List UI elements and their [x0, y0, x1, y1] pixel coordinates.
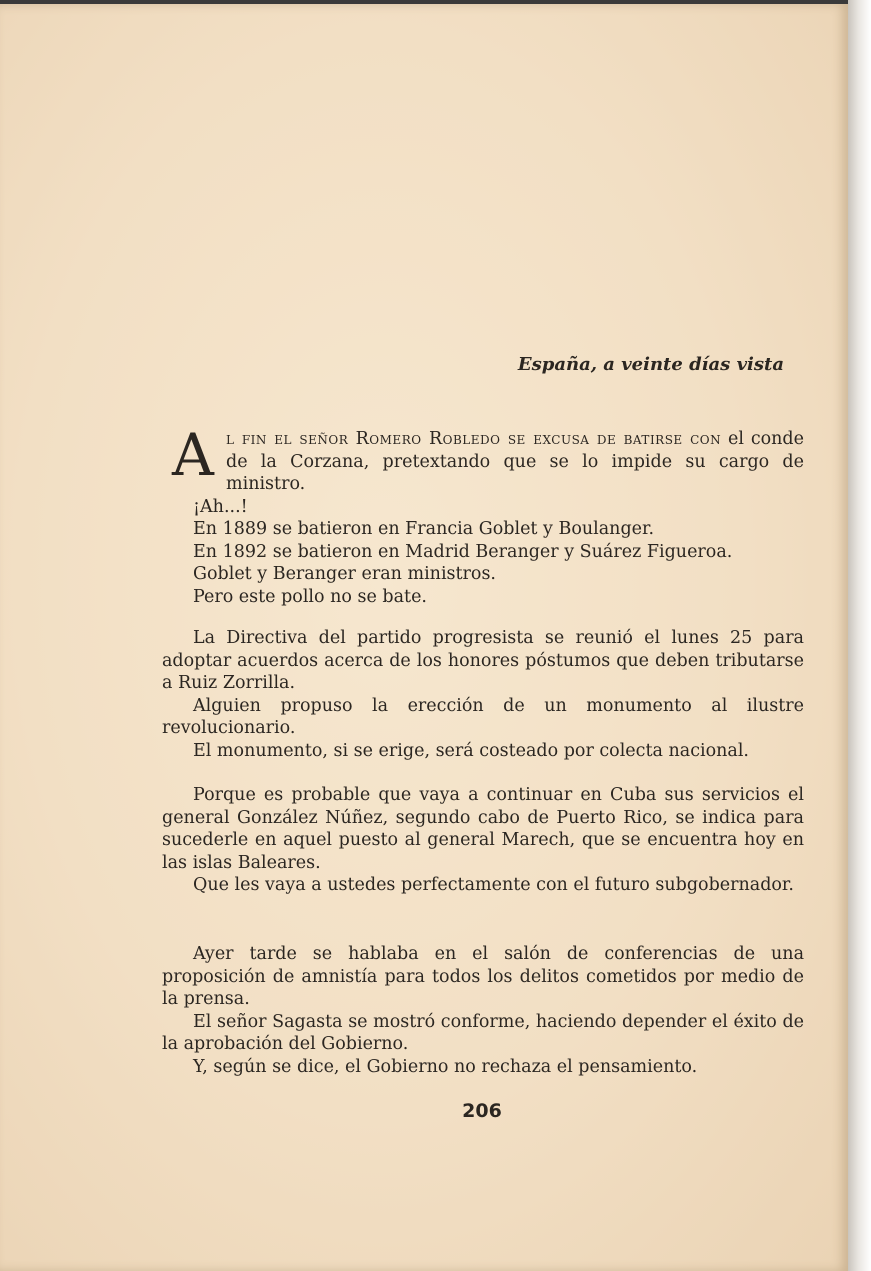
paragraph: Y, según se dice, el Gobierno no rechaza el pensamiento. — [193, 1056, 698, 1077]
paragraph: ¡Ah...! — [193, 496, 248, 517]
paragraph: Goblet y Beranger eran ministros. — [193, 564, 496, 584]
page-number: 206 — [462, 1100, 502, 1122]
book-page — [0, 4, 848, 1271]
paragraph: El monumento, si se erige, será costeado por colecta nacional. — [193, 740, 749, 761]
opening-paragraph — [162, 421, 804, 496]
paragraph: El señor Sagasta se mostró conforme, haciendo depender el éxito de la aprobación del Gobierno. — [162, 1011, 804, 1054]
article-section-3 — [162, 784, 804, 897]
paragraph: Que les vaya a ustedes perfectamente con el futuro subgobernador. — [193, 875, 794, 895]
drop-cap: A — [172, 421, 214, 489]
paragraph: En 1892 se batieron en Madrid Beranger y Suárez Figueroa. — [193, 541, 733, 562]
page-edge — [848, 0, 871, 1271]
running-title: España, a veinte días vista — [517, 354, 784, 375]
lead-smallcaps: l fin el señor Romero Robledo se excusa de batirse con — [226, 429, 722, 449]
paragraph: La Directiva del partido progresista se reunió el lunes 25 para adoptar acuerdos acerca de los honores póstumos que deben tributarse a Ruiz Zorrilla. — [162, 628, 804, 693]
article-section-2 — [162, 627, 804, 762]
paragraph: Alguien propuso la erección de un monumento al ilustre revolucionario. — [162, 695, 804, 738]
article-section-1 — [162, 421, 804, 608]
paragraph: Ayer tarde se hablaba en el salón de conferencias de una proposición de amnistía para todos los delitos cometidos por medio de la prensa. — [162, 944, 804, 1009]
paragraph: Pero este pollo no se bate. — [193, 586, 427, 607]
lead-rest: el conde de la Corzana, pretextando que se lo impide su cargo de ministro. — [226, 429, 804, 494]
article-section-4 — [162, 943, 804, 1078]
paragraph: Porque es probable que vaya a continuar en Cuba sus servicios el general González Núñez, segundo cabo de Puerto Rico, se indica para sucederle en aquel puesto al general Marech, que se encuentra hoy en las islas Baleares. — [162, 785, 804, 873]
paragraph: En 1889 se batieron en Francia Goblet y Boulanger. — [193, 519, 655, 539]
